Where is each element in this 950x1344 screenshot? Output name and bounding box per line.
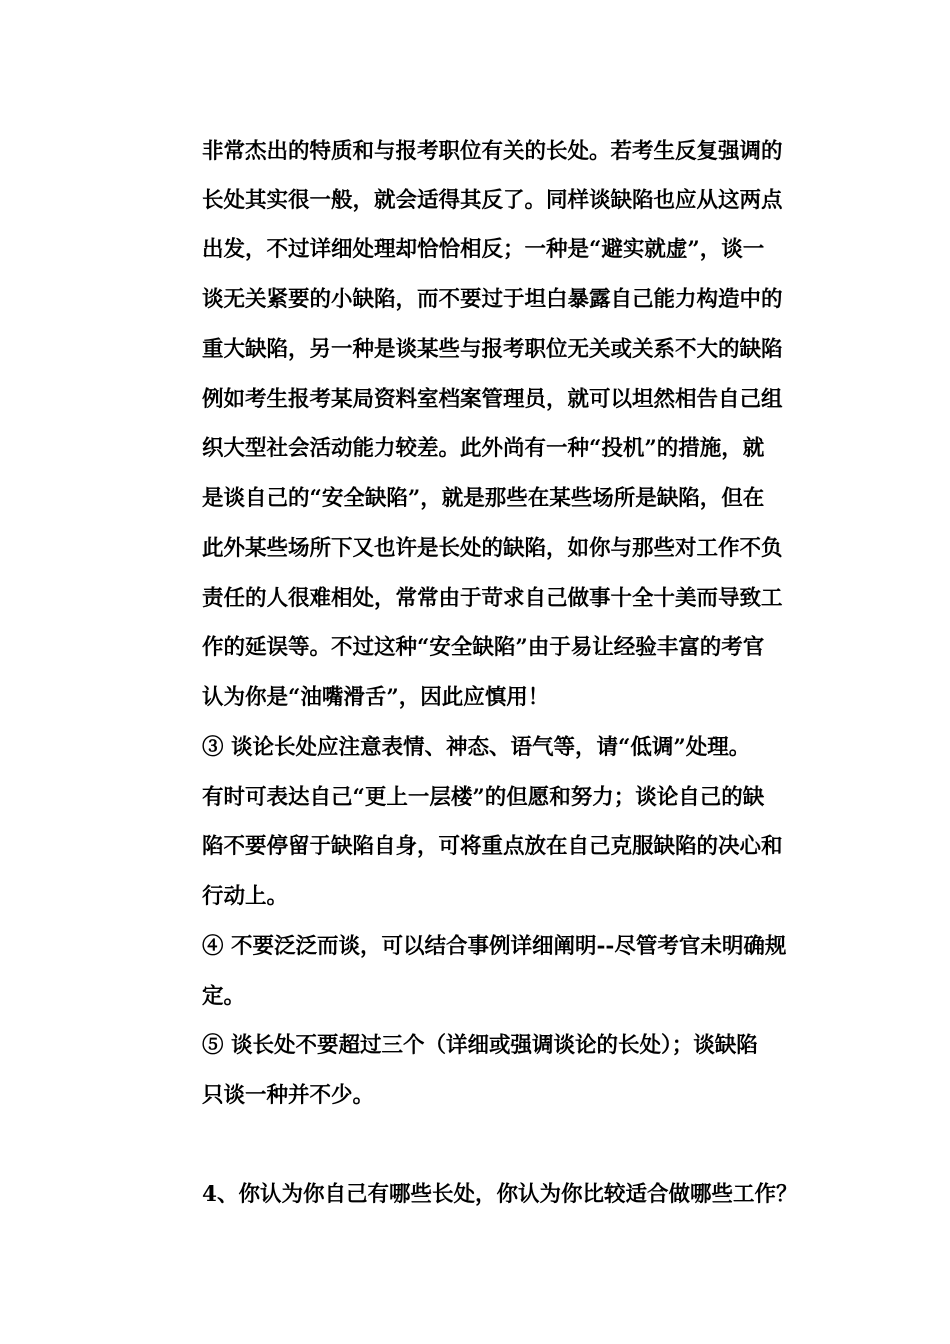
text-line: 作的延误等。不过这种“安全缺陷”由于易让经验丰富的考官 (202, 635, 765, 660)
point-3-line: 陷不要停留于缺陷自身，可将重点放在自己克服缺陷的决心和 (202, 834, 783, 859)
text-line: 长处其实很一般，就会适得其反了。同样谈缺陷也应从这两点 (202, 188, 783, 213)
question-heading: 4、你认为你自己有哪些长处，你认为你比较适合做哪些工作？ (202, 1182, 798, 1207)
point-3-line: ③ 谈论长处应注意表情、神态、语气等，请“低调”处理。 (202, 735, 751, 760)
text-line: 非常杰出的特质和与报考职位有关的长处。若考生反复强调的 (202, 139, 783, 164)
text-line: 认为你是“油嘴滑舌”，因此应慎用！ (202, 685, 550, 710)
point-5-line: 只谈一种并不少。 (202, 1083, 375, 1108)
text-line: 出发，不过详细处理却恰恰相反；一种是“避实就虚”，谈一 (202, 237, 765, 262)
text-line: 谈无关紧要的小缺陷，而不要过于坦白暴露自己能力构造中的 (202, 287, 783, 312)
text-line: 责任的人很难相处，常常由于苛求自己做事十全十美而导致工 (202, 586, 783, 611)
point-5-line: ⑤ 谈长处不要超过三个（详细或强调谈论的长处）；谈缺陷 (202, 1033, 758, 1058)
point-4-line: ④ 不要泛泛而谈，可以结合事例详细阐明--尽管考官未明确规 (202, 934, 787, 959)
text-line: 此外某些场所下又也许是长处的缺陷，如你与那些对工作不负 (202, 536, 783, 561)
point-3-line: 有时可表达自己“更上一层楼”的但愿和努力；谈论自己的缺 (202, 785, 765, 810)
text-line: 织大型社会活动能力较差。此外尚有一种“投机”的措施，就 (202, 436, 765, 461)
text-line: 是谈自己的“安全缺陷”，就是那些在某些场所是缺陷，但在 (202, 486, 765, 511)
text-line: 重大缺陷，另一种是谈某些与报考职位无关或关系不大的缺陷 (202, 337, 783, 362)
point-3-line: 行动上。 (202, 884, 289, 909)
text-line: 例如考生报考某局资料室档案管理员，就可以坦然相告自己组 (202, 387, 783, 412)
point-4-line: 定。 (202, 984, 246, 1009)
